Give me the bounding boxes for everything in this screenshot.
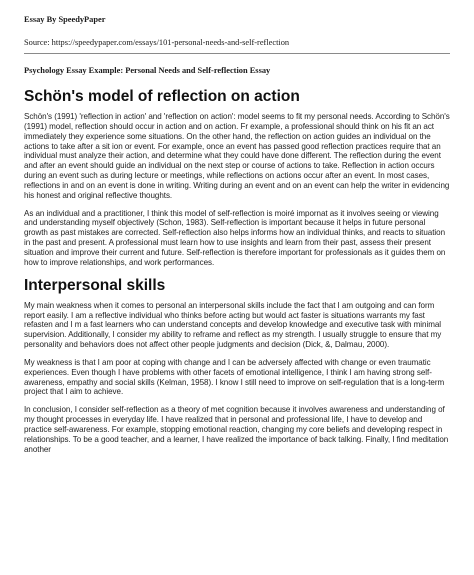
paragraph: My main weakness when it comes to personal an interpersonal skills include the fact that I am outgoing and can form report easily. I am a reflective individual who thinks before acting but would act faster is situations warrants my fast refasten and I m a fast learners who can understand concepts and develop knowledge and executive task with minimal supervision. Additionally, I consider my ability to reframe and reflect as my strength. I usually struggle to ensure that my personality and behaviors does not affect other people judgments and decision (Dick, &, Dalmau, 2000). xyxy=(24,300,442,350)
paragraph: As an individual and a practitioner, I think this model of self-reflection is moiré impornat as it involves seeing or viewing and understanding myself objectively (Schon, 1983). Self-reflection is important because it helps in future personal growth as past mistakes are corrected. Self-reflection also helps informs how an individual thinks, and reacts to situation in the past and present. A professional must learn how to use insights and learn from their past, assess their present situation and improve their current and future. Self-reflection is therefore important for professionals as it guides them on how to improve relationships, and work performances. xyxy=(24,208,446,267)
paragraph: Schön's (1991) 'reflection in action' and 'reflection on action': model seems to fit my personal needs. According to Schön's (1991) model, reflection should occur in action and on action. Fr example, a professional should think on his fit an act immediately they experience some situations. On the other hand, the reflection on action guides an individual on the actions to take after a sit ion or event. For example, once an event has passed good reflection practices require that an individual must analyze their action, and determine what they could have done different. The reflection during the event and after an event should guide an individual on the next step or course of actions to take. Reflection in action occurs during an event such as during lecture or meetings, while reflections on actions occur after an event. In most cases, reflections in and on an event is done in writing. Writing during an event and on an event can help the writer in evidencing his honest and original reflective thoughts. xyxy=(24,112,450,200)
header-divider xyxy=(24,53,450,54)
section-heading-interpersonal-skills: Interpersonal skills xyxy=(24,276,166,294)
document-title: Psychology Essay Example: Personal Needs and Self-reflection Essay xyxy=(24,66,271,75)
essay-by-label: Essay By SpeedyPaper xyxy=(24,15,106,24)
paragraph: In conclusion, I consider self-reflection as a theory of met cognition because it involves awareness and understanding of my thought processes in everyday life. I have realized that in personal and professional life, I have to develop and practice self-awareness. For example, stopping emotional reaction, changing my core beliefs and developing respect in relationships. To be a good teacher, and a learner, I have realized the importance of back talking. Finally, I find meditation another xyxy=(24,405,449,454)
paragraph: My weakness is that I am poor at coping with change and I can be adversely affected with change or even traumatic experiences. Even though I have problems with other facets of emotional intelligence, I think I am having strong self-awareness, empathy and social skills (Kelman, 1958). I know I still need to improve on self-regulation that is a long-term project that I aim to achieve. xyxy=(24,357,445,397)
section-heading-reflection-model: Schön's model of reflection on action xyxy=(24,88,300,105)
source-line: Source: https://speedypaper.com/essays/101-personal-needs-and-self-reflection xyxy=(24,38,290,47)
